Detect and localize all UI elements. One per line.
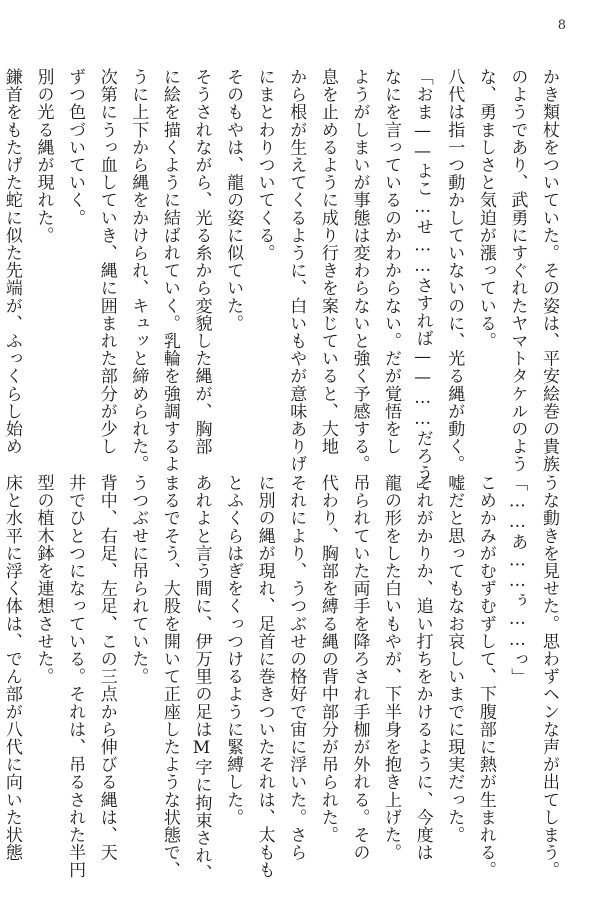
- text-line: それがかりか、追い打ちをかけるように、今度は: [412, 474, 433, 862]
- text-line: 「……あ……ぅ……っ」: [507, 474, 528, 686]
- text-line: 息を止めるように成り行きを案じていると、大地: [317, 68, 338, 456]
- text-line: とふくらはぎをくっつけるように緊縛した。: [223, 474, 244, 826]
- text-line: ようがしまいが事態は変わらないと強く予感する。: [349, 68, 370, 473]
- text-line: うに上下から縄をかけられ、キュッと締められた。: [128, 68, 149, 473]
- text-line: 次第にうっ血していき、縄に囲まれた部分が少し: [96, 68, 117, 456]
- text-line: 型の植木鉢を連想させた。: [33, 474, 54, 686]
- text-line: まるでそう、大股を開いて正座したような状態で、: [159, 474, 180, 879]
- page-number: 8: [557, 18, 566, 33]
- text-line: 背中、右足、左足、この三点から伸びる縄は、天: [96, 474, 117, 862]
- lower-text-block: [1, 474, 564, 882]
- text-line: 嘘だと思ってもなお哀しいまでに現実だった。: [444, 474, 465, 844]
- text-line: 「おま——よこ…せ……さすれば——……だろう」: [412, 68, 433, 500]
- text-line: に絵を描くように結ばれていく。乳輪を強調するよ: [159, 68, 180, 473]
- text-line: 井でひとつになっている。それは、吊るされた半円: [65, 474, 86, 879]
- text-line: から根が生えてくるように、白いもやが意味ありげ: [286, 68, 307, 473]
- upper-text-block: [1, 68, 564, 500]
- text-line: ずつ色づいていく。: [65, 68, 86, 227]
- text-line: 別の光る縄が現れた。: [33, 68, 54, 244]
- text-line: それにより、うつぶせの格好で宙に浮いた。さら: [286, 474, 307, 862]
- text-line: そのもやは、龍の姿に似ていた。: [223, 68, 244, 332]
- text-line: 吊られていた両手を降ろされ手枷が外れる。その: [349, 474, 370, 862]
- text-line: のようであり、武勇にすぐれたヤマトタケルのよう: [507, 68, 528, 473]
- text-line: うつぶせに吊られていた。: [128, 474, 149, 686]
- text-line: なにを言っているのかわからない。だが覚悟をし: [381, 68, 402, 456]
- text-line: 鎌首をもたげた蛇に似た先端が、ふっくらし始め: [1, 68, 22, 456]
- text-line: に別の縄が現れ、足首に巻きついたそれは、太もも: [254, 474, 275, 879]
- text-line: そうされながら、光る糸から変貌した縄が、胸部: [191, 68, 212, 456]
- text-line: うな動きを見せた。思わずヘンな声が出てしまう。: [539, 474, 559, 879]
- text-line: 代わり、胸部を縛る縄の背中部分が吊られた。: [317, 474, 338, 844]
- text-line: かき類杖をついていた。その姿は、平安絵巻の貴族: [539, 68, 559, 473]
- text-line: 龍の形をした白いもやが、下半身を抱き上げた。: [381, 474, 402, 862]
- text-line: にまとわりついてくる。: [254, 68, 275, 262]
- text-line: あれよと言う間に、伊万里の足はM字に拘束され、: [191, 474, 212, 882]
- text-line: な、勇ましさと気迫が漲っている。: [475, 68, 496, 350]
- text-line: 床と水平に浮く体は、でん部が八代に向いた状態: [1, 474, 22, 862]
- text-line: こめかみがむずむずして、下腹部に熱が生まれる。: [475, 474, 496, 879]
- text-line: 八代は指一つ動かしていないのに、光る縄が動く。: [444, 68, 465, 473]
